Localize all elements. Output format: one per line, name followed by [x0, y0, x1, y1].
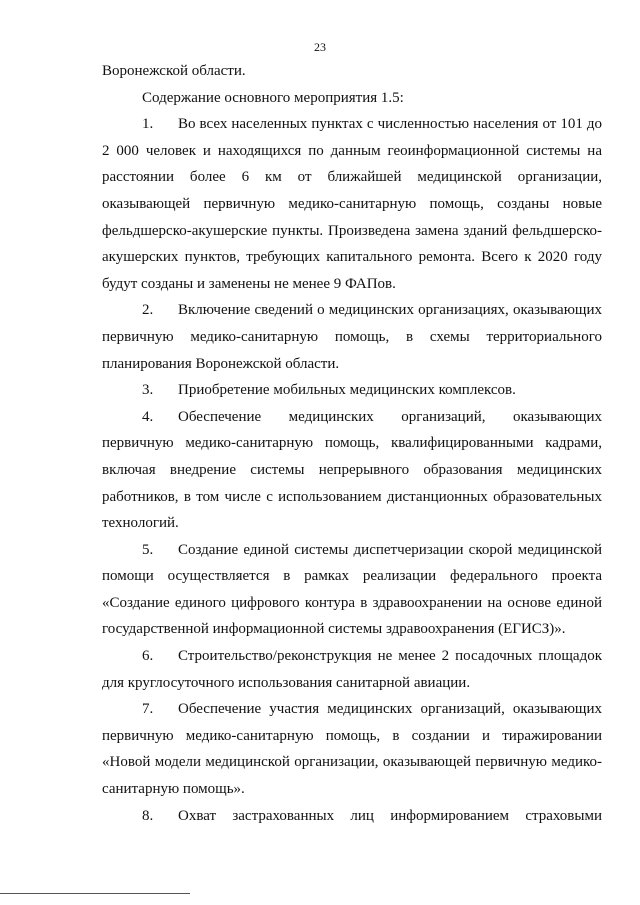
page-number: 23	[314, 40, 326, 54]
item-number: 4.	[142, 408, 154, 425]
paragraph-text: Строительство/реконструкция не менее 2 посадочных площадок для круглосуточного использования санитарной авиации.	[102, 648, 602, 691]
footer-divider	[0, 893, 190, 894]
paragraph-item-4	[102, 404, 602, 537]
paragraph-text: Охват застрахованных лиц информированием страховыми	[178, 807, 602, 824]
item-number: 5.	[142, 541, 154, 558]
paragraph-text: Создание единой системы диспетчеризации скорой медицинской помощи осуществляется в рамках реализации федерального проекта «Создание единого цифрового контура в здравоохранении на основе единой государственной информационной системы здравоохранения (ЕГИСЗ)».	[102, 541, 602, 638]
paragraph-text: Обеспечение медицинских организаций, оказывающих первичную медико-санитарную помощь, квалифицированными кадрами, включая внедрение системы непрерывного образования медицинских работников, в том числе с использованием дистанционных образовательных технологий.	[102, 408, 602, 532]
item-number: 8.	[142, 807, 154, 824]
paragraph-text: Во всех населенных пунктах с численностью населения от 101 до 2 000 человек и находящихся по данным геоинформационной системы на расстоянии более 6 км от ближайшей медицинской организации, оказывающей первичную медико-санитарную помощь, созданы новые фельдшерско-акушерские пункты. Произведена замена зданий фельдшерско-акушерских пунктов, требующих капитального ремонта. Всего к 2020 году будут созданы и заменены не менее 9 ФАПов.	[102, 116, 602, 292]
paragraph-intro	[102, 85, 602, 112]
item-number: 2.	[142, 302, 154, 319]
paragraph-item-8	[102, 803, 602, 830]
paragraph-item-6	[102, 643, 602, 696]
paragraph-text: Приобретение мобильных медицинских комплексов.	[178, 382, 516, 399]
paragraph-item-5	[102, 537, 602, 643]
paragraph-continuation	[102, 58, 602, 85]
document-body	[102, 58, 602, 829]
paragraph-item-1	[102, 111, 602, 297]
item-number: 7.	[142, 701, 154, 718]
paragraph-text: Включение сведений о медицинских организациях, оказывающих первичную медико-санитарную помощь, в схемы территориального планирования Воронежской области.	[102, 302, 602, 372]
paragraph-item-7	[102, 696, 602, 802]
item-number: 3.	[142, 382, 154, 399]
paragraph-item-3	[102, 377, 602, 404]
paragraph-text: Воронежской области.	[102, 63, 246, 79]
paragraph-text: Содержание основного мероприятия 1.5:	[142, 89, 404, 106]
paragraph-item-2	[102, 297, 602, 377]
paragraph-text: Обеспечение участия медицинских организаций, оказывающих первичную медико-санитарную помощь, в создании и тиражировании «Новой модели медицинской организации, оказывающей первичную медико-санитарную помощь».	[102, 701, 602, 798]
item-number: 6.	[142, 648, 154, 665]
item-number: 1.	[142, 116, 154, 133]
